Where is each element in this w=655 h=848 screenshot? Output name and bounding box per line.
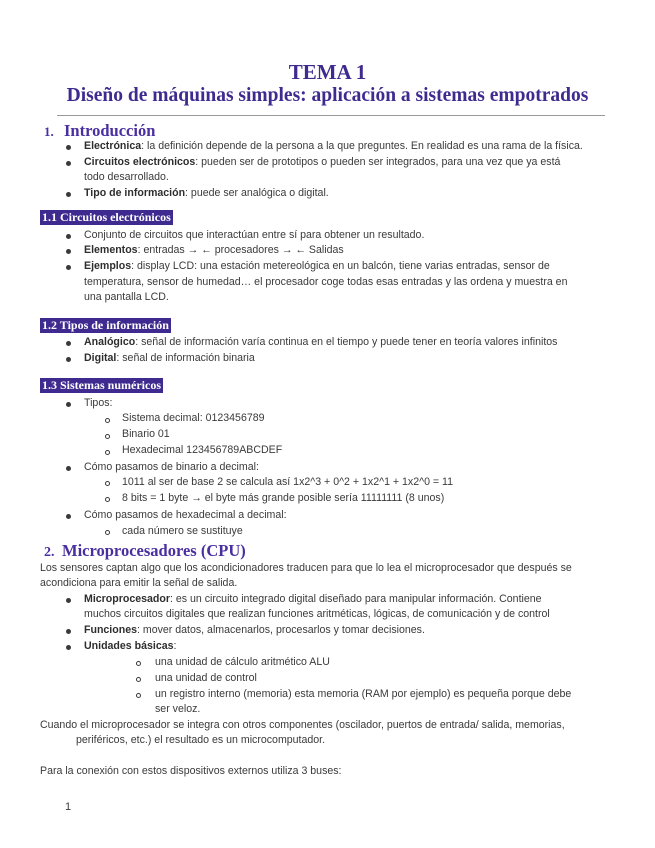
list-item: Circuitos electrónicos: pueden ser de prototipos o pueden ser integrados, para una vez que ya está: [84, 156, 561, 168]
circle-bullet-icon: [105, 434, 110, 439]
list-item-continuation: todo desarrollado.: [84, 171, 169, 183]
list-item: Microprocesador: es un circuito integrado digital diseñado para manipular información. Contiene: [84, 593, 542, 605]
list-item: Cómo pasamos de hexadecimal a decimal:: [84, 509, 287, 521]
paragraph-continuation: acondiciona para emitir la señal de salida.: [40, 577, 238, 589]
list-item-continuation: muchos circuitos digitales que realizan funciones aritméticas, lógicas, de comunicación y de control: [84, 608, 550, 620]
section-2-heading: [44, 541, 246, 563]
circle-bullet-icon: [105, 481, 110, 486]
sub-list-item: un registro interno (memoria) esta memoria (RAM por ejemplo) es pequeña porque debe: [155, 688, 572, 700]
bullet-icon: [66, 145, 71, 150]
section-2-number: 2.: [44, 545, 55, 560]
circle-bullet-icon: [136, 661, 141, 666]
circle-bullet-icon: [105, 418, 110, 423]
page-number: 1: [65, 801, 72, 813]
sub-list-item: una unidad de cálculo aritmético ALU: [155, 656, 330, 668]
bullet-icon: [66, 341, 71, 346]
list-item: Tipos:: [84, 397, 113, 409]
paragraph: Cuando el microprocesador se integra con otros componentes (oscilador, puertos de entrada/ salida, memorias,: [40, 719, 565, 731]
paragraph: Los sensores captan algo que los acondicionadores traducen para que lo lea el microprocesador que después se: [40, 562, 572, 574]
list-item: Electrónica: la definición depende de la persona a la que preguntes. En realidad es una rama de la física.: [84, 140, 583, 152]
section-1-1-heading: 1.1 Circuitos electrónicos: [42, 210, 171, 224]
list-item: Funciones: mover datos, almacenarlos, procesarlos y tomar decisiones.: [84, 624, 425, 636]
list-item: Analógico: señal de información varía continua en el tiempo y puede tener en teoría valores infinitos: [84, 336, 558, 348]
circle-bullet-icon: [105, 497, 110, 502]
document-subtitle: Diseño de máquinas simples: aplicación a sistemas empotrados: [66, 85, 589, 106]
circle-bullet-icon: [136, 677, 141, 682]
bullet-icon: [66, 265, 71, 270]
section-1-2-heading: 1.2 Tipos de información: [42, 318, 169, 332]
sub-list-item: Binario 01: [122, 428, 170, 440]
bullet-icon: [66, 357, 71, 362]
paragraph-continuation: periféricos, etc.) el resultado es un microcomputador.: [76, 734, 326, 746]
bullet-icon: [66, 234, 71, 239]
bullet-icon: [66, 466, 71, 471]
bullet-icon: [66, 161, 71, 166]
sub-list-item: 1011 al ser de base 2 se calcula así 1x2^3 + 0^2 + 1x2^1 + 1x2^0 = 11: [122, 476, 454, 488]
bullet-icon: [66, 629, 71, 634]
list-item-continuation: una pantalla LCD.: [84, 291, 169, 303]
sub-list-item: Sistema decimal: 0123456789: [122, 412, 265, 424]
title-divider: [57, 115, 605, 116]
sub-list-item: 8 bits = 1 byte → el byte más grande posible sería 11111111 (8 unos): [122, 492, 445, 504]
sub-list-item-continuation: ser veloz.: [155, 703, 201, 715]
bullet-icon: [66, 598, 71, 603]
bullet-icon: [66, 645, 71, 650]
list-item: Cómo pasamos de binario a decimal:: [84, 461, 259, 473]
list-item-continuation: temperatura, sensor de humedad… el procesador coge todas esas entradas y las ordena y muestra en: [84, 276, 568, 288]
circle-bullet-icon: [105, 530, 110, 535]
document-title: TEMA 1: [288, 60, 367, 84]
circle-bullet-icon: [105, 450, 110, 455]
bullet-icon: [66, 192, 71, 197]
list-item: Tipo de información: puede ser analógica o digital.: [84, 187, 329, 199]
section-1-3-heading: 1.3 Sistemas numéricos: [42, 378, 161, 392]
bullet-icon: [66, 514, 71, 519]
list-item: Unidades básicas:: [84, 640, 177, 652]
list-item: Conjunto de circuitos que interactúan entre sí para obtener un resultado.: [84, 229, 425, 241]
section-1-number: 1.: [44, 124, 54, 139]
section-2-title: Microprocesadores (CPU): [62, 541, 246, 560]
sub-list-item: una unidad de control: [155, 672, 257, 684]
section-1-title: Introducción: [64, 121, 156, 140]
paragraph: Para la conexión con estos dispositivos externos utiliza 3 buses:: [40, 765, 342, 777]
list-item: Digital: señal de información binaria: [84, 352, 255, 364]
bullet-icon: [66, 249, 71, 254]
list-item: Ejemplos: display LCD: una estación metereológica en un balcón, tiene varias entradas, sensor de: [84, 260, 550, 272]
circle-bullet-icon: [136, 693, 141, 698]
list-item: Elementos: entradas → ← procesadores → ← Salidas: [84, 244, 344, 256]
sub-list-item: cada número se sustituye: [122, 525, 243, 537]
sub-list-item: Hexadecimal 123456789ABCDEF: [122, 444, 283, 456]
bullet-icon: [66, 402, 71, 407]
